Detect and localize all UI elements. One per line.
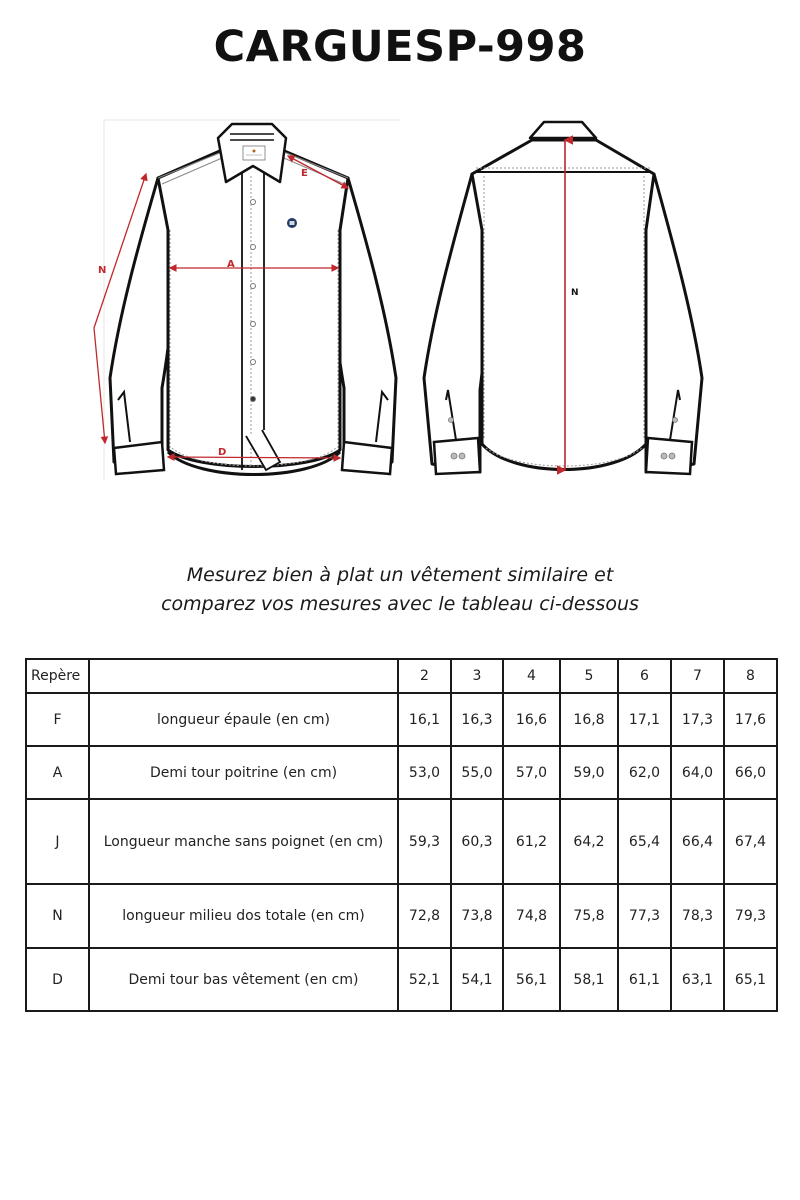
cell-value: 61,1 — [618, 948, 671, 1011]
front-shirt-illustration — [90, 110, 410, 490]
cell-value: 55,0 — [451, 746, 503, 799]
cell-value: 16,1 — [398, 693, 451, 746]
cell-value: 52,1 — [398, 948, 451, 1011]
row-label: longueur épaule (en cm) — [89, 693, 398, 746]
row-code: A — [26, 746, 89, 799]
cell-value: 63,1 — [671, 948, 724, 1011]
row-label: Demi tour poitrine (en cm) — [89, 746, 398, 799]
marker-a: A — [227, 259, 235, 270]
cell-value: 67,4 — [724, 799, 777, 884]
cell-value: 72,8 — [398, 884, 451, 948]
cell-value: 75,8 — [560, 884, 618, 948]
table-row — [26, 746, 777, 799]
front-shirt-drawing — [90, 110, 410, 490]
table-row — [26, 693, 777, 746]
cell-value: 59,3 — [398, 799, 451, 884]
back-shirt-drawing — [410, 110, 710, 490]
marker-e: E — [301, 168, 308, 179]
row-code: D — [26, 948, 89, 1011]
size-table — [25, 658, 778, 1012]
row-code: N — [26, 884, 89, 948]
cell-value: 64,0 — [671, 746, 724, 799]
marker-d: D — [218, 447, 227, 458]
cell-value: 17,6 — [724, 693, 777, 746]
header-description — [89, 659, 398, 693]
row-code: J — [26, 799, 89, 884]
instructions-line-1: Mesurez bien à plat un vêtement similaire et — [186, 564, 614, 586]
table-row — [26, 799, 777, 884]
instructions-line-2: comparez vos mesures avec le tableau ci-dessous — [161, 593, 639, 615]
cell-value: 61,2 — [503, 799, 560, 884]
row-label: Demi tour bas vêtement (en cm) — [89, 948, 398, 1011]
cell-value: 78,3 — [671, 884, 724, 948]
header-size: 5 — [560, 659, 618, 693]
cell-value: 16,8 — [560, 693, 618, 746]
cell-value: 59,0 — [560, 746, 618, 799]
back-marker-n: N — [571, 288, 579, 298]
cell-value: 77,3 — [618, 884, 671, 948]
header-size: 2 — [398, 659, 451, 693]
back-shirt-body — [472, 140, 654, 470]
header-size: 7 — [671, 659, 724, 693]
measuring-instructions — [0, 561, 800, 619]
cell-value: 53,0 — [398, 746, 451, 799]
header-size: 3 — [451, 659, 503, 693]
cell-value: 58,1 — [560, 948, 618, 1011]
back-shirt-illustration — [410, 110, 710, 490]
header-repere: Repère — [26, 659, 89, 693]
page-title: CARGUESP-998 — [213, 22, 587, 72]
row-label: longueur milieu dos totale (en cm) — [89, 884, 398, 948]
cell-value: 66,0 — [724, 746, 777, 799]
cell-value: 17,1 — [618, 693, 671, 746]
header-size: 4 — [503, 659, 560, 693]
cell-value: 16,6 — [503, 693, 560, 746]
cell-value: 57,0 — [503, 746, 560, 799]
row-code: F — [26, 693, 89, 746]
cell-value: 73,8 — [451, 884, 503, 948]
back-collar — [530, 122, 596, 138]
cell-value: 60,3 — [451, 799, 503, 884]
collar-brand-label — [243, 146, 265, 160]
header-size: 6 — [618, 659, 671, 693]
header-size: 8 — [724, 659, 777, 693]
marker-n: N — [98, 265, 107, 276]
row-label: Longueur manche sans poignet (en cm) — [89, 799, 398, 884]
cell-value: 79,3 — [724, 884, 777, 948]
cell-value: 64,2 — [560, 799, 618, 884]
shirt-body — [158, 150, 348, 467]
cell-value: 56,1 — [503, 948, 560, 1011]
table-row — [26, 884, 777, 948]
cell-value: 16,3 — [451, 693, 503, 746]
cell-value: 17,3 — [671, 693, 724, 746]
left-sleeve — [110, 178, 174, 470]
cell-value: 74,8 — [503, 884, 560, 948]
table-row — [26, 948, 777, 1011]
table-header-row — [26, 659, 777, 693]
cell-value: 62,0 — [618, 746, 671, 799]
cell-value: 65,4 — [618, 799, 671, 884]
cell-value: 54,1 — [451, 948, 503, 1011]
cell-value: 65,1 — [724, 948, 777, 1011]
cell-value: 66,4 — [671, 799, 724, 884]
